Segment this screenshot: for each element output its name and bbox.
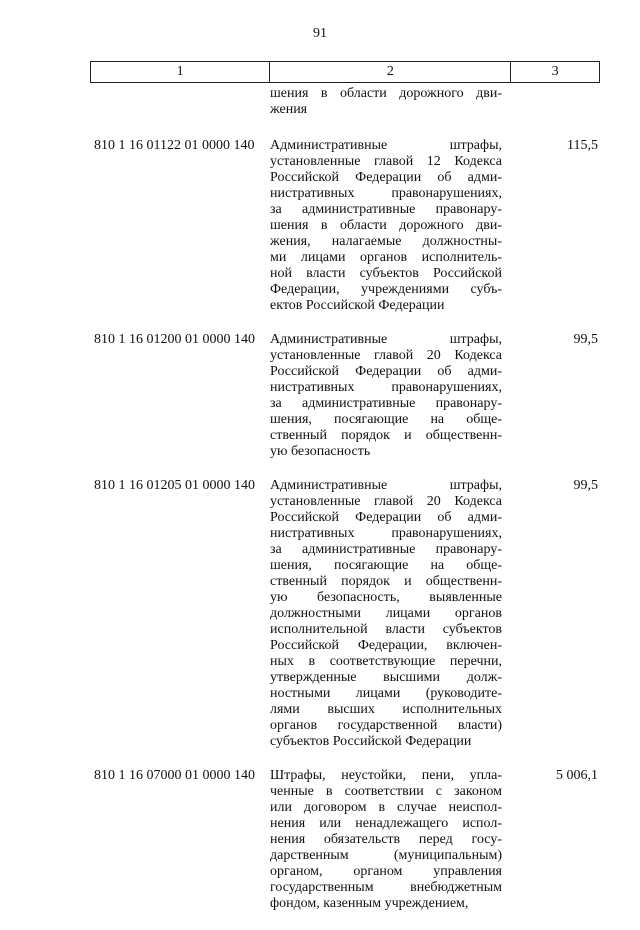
row-code: 810 1 16 07000 01 0000 140 [94,768,255,783]
desc-line: шения в области дорожного дви- [270,86,502,101]
desc-line: ую безопасность, выявленные [270,590,502,605]
row-description [270,138,502,314]
desc-line: шения в области дорожного дви- [270,218,502,233]
header-col-2: 2 [270,62,511,82]
table-header [90,61,600,83]
desc-line: нения или ненадлежащего испол- [270,816,502,831]
row-code: 810 1 16 01122 01 0000 140 [94,138,255,153]
desc-line: субъектов Российской Федерации [270,734,472,749]
row-description [270,478,502,750]
table-row [94,768,598,912]
desc-line: Административные штрафы, [270,332,502,347]
desc-line: утвержденные высшими долж- [270,670,502,685]
table-row [94,478,598,750]
table-row [94,138,598,314]
desc-line: установленные главой 12 Кодекса [270,154,502,169]
desc-line: за административные правонару- [270,542,502,557]
page-number: 91 [313,26,327,41]
desc-line: шения, посягающие на обще- [270,412,502,427]
desc-line: Российской Федерации об адми- [270,510,502,525]
table-row [94,332,598,460]
row-amount: 115,5 [567,138,598,153]
desc-line: установленные главой 20 Кодекса [270,494,502,509]
desc-line: Штрафы, неустойки, пени, упла- [270,768,502,783]
desc-line: ных в соответствующие перечни, [270,654,502,669]
desc-line: ной власти субъектов Российской [270,266,502,281]
desc-line: Российской Федерации, включен- [270,638,502,653]
desc-line: жения [270,102,308,117]
row-description [270,332,502,460]
desc-line: ую безопасность [270,444,371,459]
desc-line: ностными лицами (руководите- [270,686,502,701]
desc-line: Административные штрафы, [270,478,502,493]
desc-line: нистративных правонарушениях, [270,526,502,541]
desc-line: установленные главой 20 Кодекса [270,348,502,363]
desc-line: ектов Российской Федерации [270,298,445,313]
row-amount: 99,5 [573,478,598,493]
desc-line: лями высших исполнительных [270,702,502,717]
desc-line: ми лицами органов исполнитель- [270,250,502,265]
row-code: 810 1 16 01200 01 0000 140 [94,332,255,347]
desc-line: дарственным (муниципальным) [270,848,502,863]
desc-line: ственный порядок и общественн- [270,428,502,443]
desc-line: нистративных правонарушениях, [270,380,502,395]
row-code: 810 1 16 01205 01 0000 140 [94,478,255,493]
desc-line: органом, органом управления [270,864,502,879]
table-body [94,86,598,930]
desc-line: ственный порядок и общественн- [270,574,502,589]
desc-line: нения обязательств перед госу- [270,832,502,847]
desc-line: должностными лицами органов [270,606,502,621]
row-amount: 5 006,1 [556,768,598,783]
desc-line: органов государственной власти) [270,718,502,733]
desc-line: государственным внебюджетным [270,880,502,895]
desc-line: Российской Федерации об адми- [270,170,502,185]
desc-line: исполнительной власти субъектов [270,622,502,637]
desc-line: фондом, казенным учреждением, [270,896,469,911]
desc-line: Федерации, учреждениями субъ- [270,282,502,297]
header-col-1: 1 [91,62,270,82]
row-description [270,768,502,912]
desc-line: жения, налагаемые должностны- [270,234,502,249]
desc-line: Административные штрафы, [270,138,502,153]
desc-line: Российской Федерации об адми- [270,364,502,379]
header-col-3: 3 [551,64,559,79]
row-amount: 99,5 [573,332,598,347]
desc-line: ченные в соответствии с законом [270,784,502,799]
desc-line: за административные правонару- [270,396,502,411]
desc-line: за административные правонару- [270,202,502,217]
desc-line: или договором в случае неиспол- [270,800,502,815]
continuation-row [94,86,598,118]
continuation-text [270,86,502,118]
desc-line: нистративных правонарушениях, [270,186,502,201]
desc-line: шения, посягающие на обще- [270,558,502,573]
